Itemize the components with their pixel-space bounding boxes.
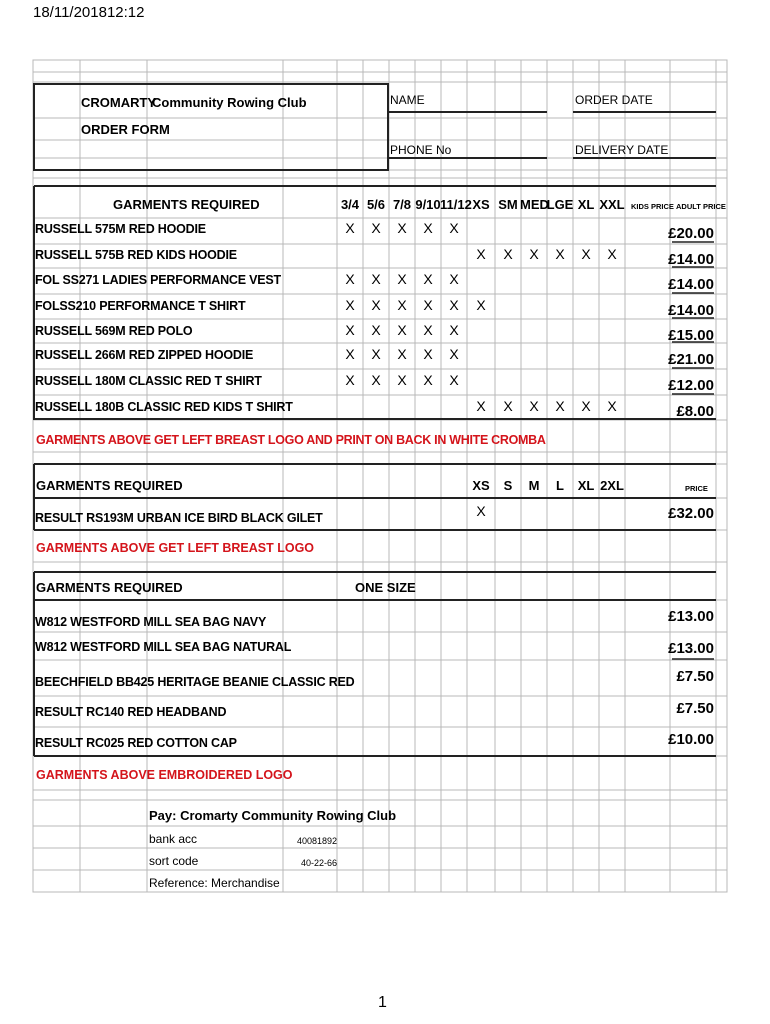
size-header: M xyxy=(528,478,540,493)
bank-account-value: 40081892 xyxy=(297,836,338,846)
print-timestamp: 18/11/201812:12 xyxy=(33,4,145,21)
size-available-mark: X xyxy=(449,346,459,362)
item-price: £8.00 xyxy=(676,403,714,420)
size-header: 5/6 xyxy=(366,197,386,212)
size-available-mark: X xyxy=(397,322,407,338)
club-short-name: CROMARTY xyxy=(81,95,157,110)
item-price: £7.50 xyxy=(676,700,714,717)
size-header: XL xyxy=(577,478,595,493)
size-available-mark: X xyxy=(371,297,381,313)
size-header: 2XL xyxy=(600,478,624,493)
size-available-mark: X xyxy=(345,346,355,362)
item-price: £14.00 xyxy=(668,276,714,293)
adult-price-label: ADULT PRICE xyxy=(676,202,726,211)
size-available-mark: X xyxy=(503,246,513,262)
payment-title: Pay: Cromarty Community Rowing Club xyxy=(149,808,397,823)
item-name: RESULT RC140 RED HEADBAND xyxy=(35,705,227,719)
item-price: £20.00 xyxy=(668,225,714,242)
item-price: £14.00 xyxy=(668,302,714,319)
item-name: RUSSELL 575B RED KIDS HOODIE xyxy=(35,248,237,262)
size-available-mark: X xyxy=(449,220,459,236)
item-price: £12.00 xyxy=(668,377,714,394)
size-available-mark: X xyxy=(423,346,433,362)
size-available-mark: X xyxy=(476,297,486,313)
item-price: £10.00 xyxy=(668,731,714,748)
size-header: SM xyxy=(498,197,518,212)
size-available-mark: X xyxy=(607,398,617,414)
item-price: £13.00 xyxy=(668,640,714,657)
price-label: PRICE xyxy=(685,484,708,493)
size-header: 9/10 xyxy=(415,197,441,212)
size-available-mark: X xyxy=(345,297,355,313)
size-available-mark: X xyxy=(449,372,459,388)
size-header: MED xyxy=(520,197,549,212)
size-available-mark: X xyxy=(371,220,381,236)
item-price: £21.00 xyxy=(668,351,714,368)
section2-heading: GARMENTS REQUIRED xyxy=(36,478,183,493)
bank-account-label: bank acc xyxy=(149,832,198,846)
size-header: L xyxy=(556,478,564,493)
section3-note: GARMENTS ABOVE EMBROIDERED LOGO xyxy=(36,768,293,782)
item-name: FOLSS210 PERFORMANCE T SHIRT xyxy=(35,299,246,313)
size-available-mark: X xyxy=(529,246,539,262)
size-header: XS xyxy=(472,478,490,493)
size-available-mark: X xyxy=(397,271,407,287)
size-available-mark: X xyxy=(397,346,407,362)
size-available-mark: X xyxy=(581,246,591,262)
item-name: W812 WESTFORD MILL SEA BAG NAVY xyxy=(35,615,267,629)
size-available-mark: X xyxy=(423,372,433,388)
item-name: BEECHFIELD BB425 HERITAGE BEANIE CLASSIC RED xyxy=(35,675,355,689)
item-name: RUSSELL 180B CLASSIC RED KIDS T SHIRT xyxy=(35,400,293,414)
size-available-mark: X xyxy=(371,346,381,362)
payment-reference: Reference: Merchandise xyxy=(149,876,280,890)
size-header: 7/8 xyxy=(392,197,412,212)
size-available-mark: X xyxy=(371,271,381,287)
name-label: NAME xyxy=(390,93,425,107)
size-available-mark: X xyxy=(476,503,486,519)
section3-heading: GARMENTS REQUIRED xyxy=(36,580,183,595)
section2-note: GARMENTS ABOVE GET LEFT BREAST LOGO xyxy=(36,541,315,555)
item-name: W812 WESTFORD MILL SEA BAG NATURAL xyxy=(35,640,292,654)
size-available-mark: X xyxy=(345,220,355,236)
size-header: 11/12 xyxy=(440,197,472,212)
section1-heading: GARMENTS REQUIRED xyxy=(113,197,260,212)
item-price: £13.00 xyxy=(668,608,714,625)
order-date-label: ORDER DATE xyxy=(575,93,653,107)
one-size-label: ONE SIZE xyxy=(355,580,416,595)
item-name: RUSSELL 575M RED HOODIE xyxy=(35,222,206,236)
size-available-mark: X xyxy=(607,246,617,262)
size-header: 3/4 xyxy=(340,197,360,212)
size-available-mark: X xyxy=(345,372,355,388)
size-available-mark: X xyxy=(423,220,433,236)
sort-code-label: sort code xyxy=(149,854,199,868)
item-price: £7.50 xyxy=(676,668,714,685)
size-available-mark: X xyxy=(449,297,459,313)
size-available-mark: X xyxy=(529,398,539,414)
item-price: £32.00 xyxy=(668,505,714,522)
size-available-mark: X xyxy=(503,398,513,414)
phone-label: PHONE No xyxy=(390,143,452,157)
sort-code-value: 40-22-66 xyxy=(301,858,338,868)
size-available-mark: X xyxy=(423,322,433,338)
size-header: LGE xyxy=(546,197,574,212)
size-available-mark: X xyxy=(397,297,407,313)
kids-price-label: KIDS PRICE xyxy=(631,202,674,211)
item-price: £15.00 xyxy=(668,327,714,344)
form-title: ORDER FORM xyxy=(81,122,170,137)
size-available-mark: X xyxy=(449,271,459,287)
size-available-mark: X xyxy=(555,398,565,414)
size-available-mark: X xyxy=(449,322,459,338)
size-available-mark: X xyxy=(476,398,486,414)
item-name: RUSSELL 180M CLASSIC RED T SHIRT xyxy=(35,374,262,388)
size-available-mark: X xyxy=(423,271,433,287)
size-available-mark: X xyxy=(371,372,381,388)
delivery-date-label: DELIVERY DATE xyxy=(575,143,669,157)
size-header: XXL xyxy=(599,197,625,212)
item-name: RESULT RC025 RED COTTON CAP xyxy=(35,736,237,750)
size-available-mark: X xyxy=(555,246,565,262)
item-name: RESULT RS193M URBAN ICE BIRD BLACK GILET xyxy=(35,511,323,525)
size-header: XS xyxy=(472,197,490,212)
page-number: 1 xyxy=(378,994,387,1011)
size-header: XL xyxy=(577,197,595,212)
club-full-name: Community Rowing Club xyxy=(152,95,307,110)
size-available-mark: X xyxy=(581,398,591,414)
size-available-mark: X xyxy=(397,220,407,236)
item-name: RUSSELL 569M RED POLO xyxy=(35,324,193,338)
size-available-mark: X xyxy=(371,322,381,338)
item-price: £14.00 xyxy=(668,251,714,268)
size-available-mark: X xyxy=(476,246,486,262)
size-available-mark: X xyxy=(345,322,355,338)
size-available-mark: X xyxy=(397,372,407,388)
size-header: S xyxy=(503,478,513,493)
item-name: RUSSELL 266M RED ZIPPED HOODIE xyxy=(35,348,254,362)
size-available-mark: X xyxy=(423,297,433,313)
section1-note: GARMENTS ABOVE GET LEFT BREAST LOGO AND PRINT ON BACK IN WHITE CROMBA xyxy=(36,433,546,447)
size-available-mark: X xyxy=(345,271,355,287)
item-name: FOL SS271 LADIES PERFORMANCE VEST xyxy=(35,273,281,287)
